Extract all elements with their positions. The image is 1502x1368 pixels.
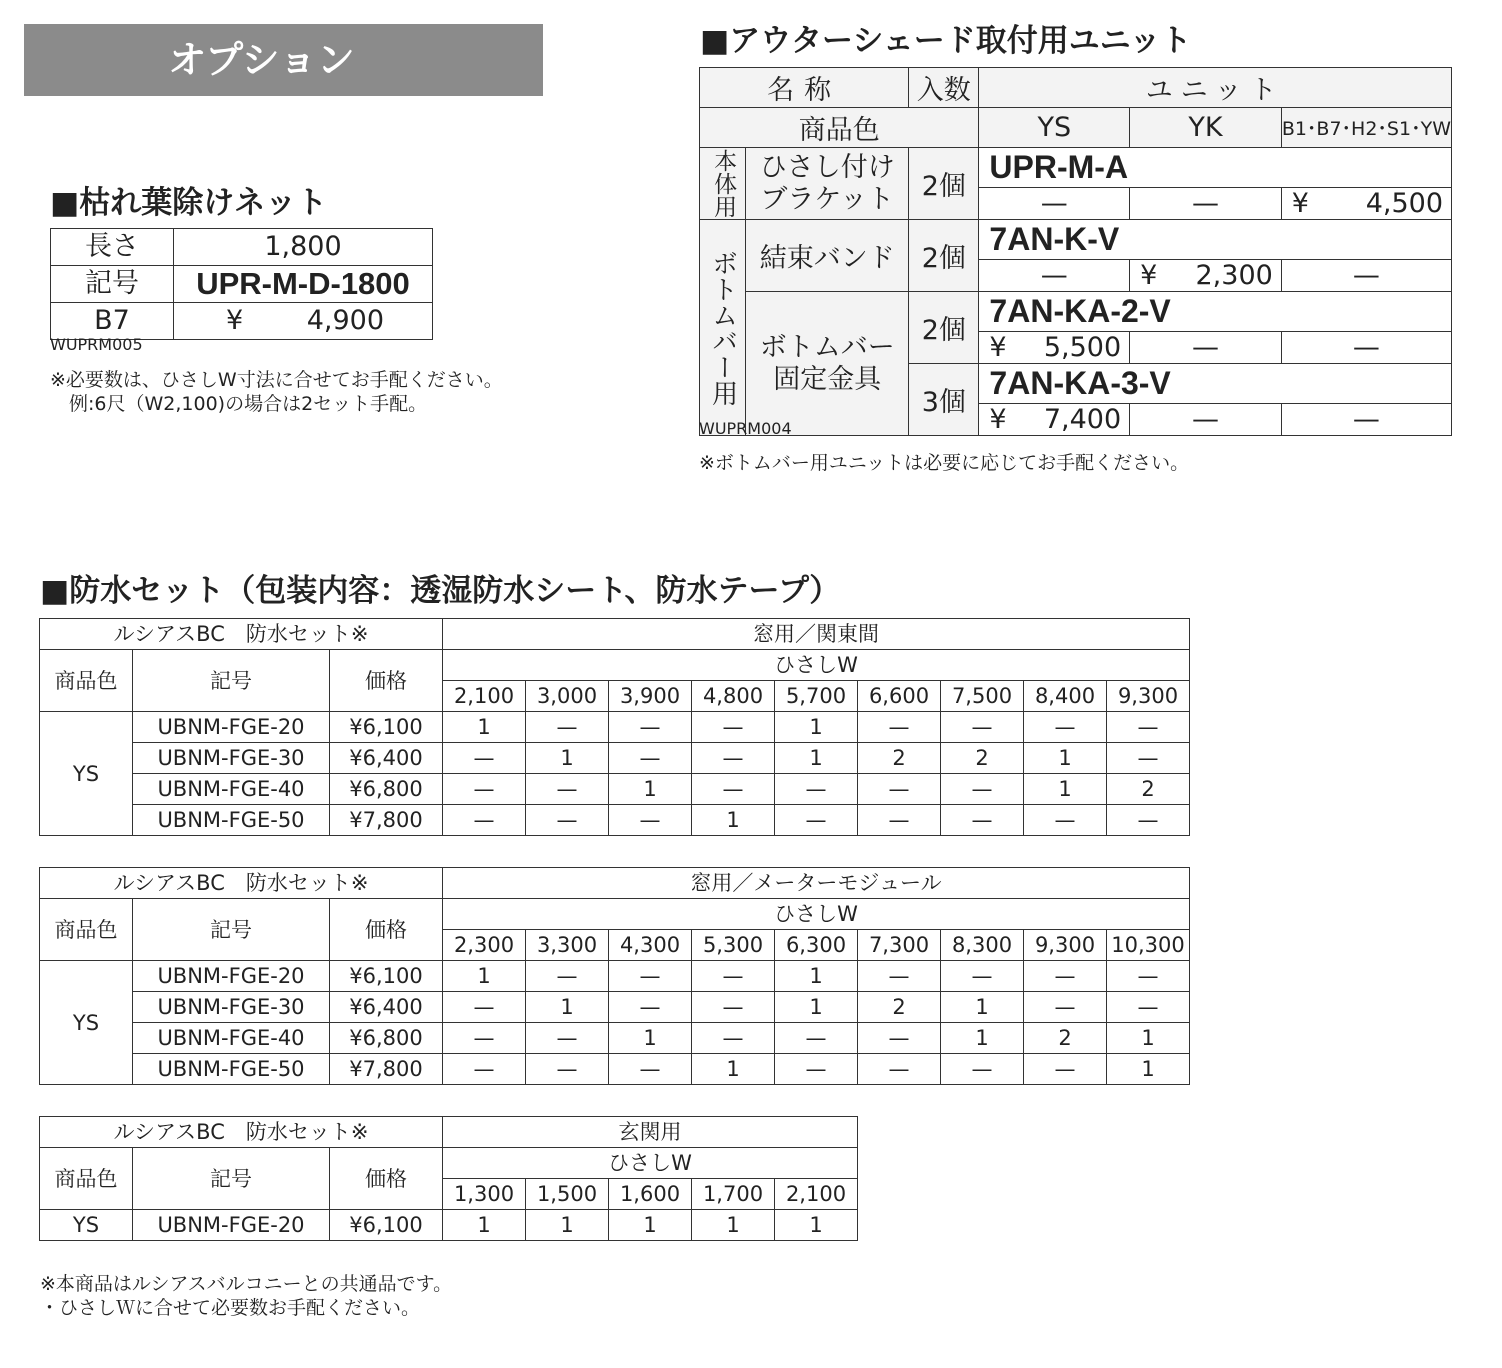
qty-cell: —	[692, 1023, 775, 1054]
qty-cell: 1	[775, 992, 858, 1023]
price-value: 2,300	[1195, 260, 1273, 291]
price-other: —	[1281, 332, 1451, 364]
header-other-colors: B1･B7･H2･S1･YW	[1281, 108, 1451, 148]
price-ys	[979, 404, 1130, 436]
group-bottom-label	[700, 220, 746, 436]
width-header: 10,300	[1107, 930, 1190, 961]
qty-cell: —	[858, 1023, 941, 1054]
item-code: 7AN-KA-2-V	[979, 292, 1452, 332]
table-row	[40, 1148, 858, 1179]
item-name-line: ひさし付け	[759, 151, 895, 183]
qty-cell: —	[1024, 992, 1107, 1023]
qty-cell: 2	[941, 743, 1024, 774]
row-color: YS	[40, 712, 133, 836]
qty-cell: 1	[941, 1023, 1024, 1054]
width-header: 2,300	[443, 930, 526, 961]
qty-cell: —	[526, 1054, 609, 1085]
table-row	[51, 229, 433, 266]
width-header: 2,100	[775, 1179, 858, 1210]
qty-cell: —	[1107, 961, 1190, 992]
qty-cell: 1	[775, 712, 858, 743]
qty-cell: 1	[692, 1210, 775, 1241]
item-code: 7AN-KA-3-V	[979, 364, 1452, 404]
item-name-line: ボトムバー	[759, 331, 895, 363]
width-header: 3,000	[526, 681, 609, 712]
qty-cell: 1	[775, 743, 858, 774]
yen-mark: ¥	[1140, 260, 1158, 291]
table-row	[40, 1117, 858, 1148]
header-code: 記号	[133, 650, 330, 712]
qty-cell: —	[526, 961, 609, 992]
width-header: 7,500	[941, 681, 1024, 712]
item-code: UPR-M-A	[979, 148, 1452, 188]
table-title: ルシアスBC 防水セット※	[40, 1117, 443, 1148]
width-header: 1,700	[692, 1179, 775, 1210]
width-header: 4,800	[692, 681, 775, 712]
table-row	[40, 961, 1190, 992]
yen-mark: ¥	[989, 404, 1007, 435]
table-row	[40, 619, 1190, 650]
qty-cell: —	[443, 743, 526, 774]
row-color: YS	[40, 961, 133, 1085]
qty-cell: —	[692, 743, 775, 774]
row-color: YS	[40, 1210, 133, 1241]
qty-cell: 1	[941, 992, 1024, 1023]
qty-cell: —	[692, 774, 775, 805]
qty-cell: —	[941, 1054, 1024, 1085]
group-main-label	[700, 148, 746, 220]
width-header: 5,300	[692, 930, 775, 961]
qty-cell: 1	[692, 805, 775, 836]
price-value: 4,500	[1365, 188, 1443, 219]
row-code: UBNM-FGE-20	[133, 1210, 330, 1241]
item-code: 7AN-K-V	[979, 220, 1452, 260]
qty-cell: —	[775, 1023, 858, 1054]
table-row	[40, 650, 1190, 681]
width-header: 9,300	[1024, 930, 1107, 961]
qty-cell: 1	[1107, 1023, 1190, 1054]
qty-cell: —	[1107, 805, 1190, 836]
table-row	[700, 148, 1452, 188]
header-color: 商品色	[40, 1148, 133, 1210]
qty-cell: 1	[609, 1210, 692, 1241]
qty-cell: —	[443, 805, 526, 836]
qty-cell: —	[1024, 712, 1107, 743]
width-header: 7,300	[858, 930, 941, 961]
qty-cell: —	[941, 774, 1024, 805]
qty-cell: —	[692, 712, 775, 743]
item-name	[746, 292, 909, 436]
row-price: ¥6,800	[330, 1023, 443, 1054]
table-row	[40, 774, 1190, 805]
width-header: 6,600	[858, 681, 941, 712]
qty-cell: 1	[609, 1023, 692, 1054]
yen-mark: ¥	[1291, 188, 1309, 219]
header-sub: ひさしW	[443, 899, 1190, 930]
price-yk: —	[1130, 332, 1282, 364]
qty-cell: 1	[526, 992, 609, 1023]
qty-cell: —	[609, 712, 692, 743]
qty-cell: 2	[1024, 1023, 1107, 1054]
unit-code: WUPRM004	[699, 419, 792, 438]
width-header: 5,700	[775, 681, 858, 712]
table-row	[40, 899, 1190, 930]
qty-cell: 2	[858, 992, 941, 1023]
waterproof-table-meter	[39, 867, 1190, 1085]
qty-cell: 1	[443, 1210, 526, 1241]
row-code: UBNM-FGE-30	[133, 992, 330, 1023]
net-label-color: B7	[51, 303, 174, 340]
qty-cell: 1	[526, 1210, 609, 1241]
net-label-length: 長さ	[51, 229, 174, 266]
qty-cell: 1	[692, 1054, 775, 1085]
qty-cell: —	[526, 805, 609, 836]
price-ys: —	[979, 188, 1130, 220]
row-code: UBNM-FGE-40	[133, 1023, 330, 1054]
row-price: ¥7,800	[330, 1054, 443, 1085]
row-code: UBNM-FGE-50	[133, 1054, 330, 1085]
banner-title: オプション	[168, 38, 355, 82]
width-header: 1,500	[526, 1179, 609, 1210]
table-row	[40, 805, 1190, 836]
table-row	[40, 743, 1190, 774]
yen-mark: ¥	[989, 332, 1007, 363]
header-color: 商品色	[40, 899, 133, 961]
row-code: UBNM-FGE-20	[133, 712, 330, 743]
header-price: 価格	[330, 650, 443, 712]
net-price: 4,900	[306, 305, 384, 336]
qty-cell: —	[858, 1054, 941, 1085]
row-price: ¥6,400	[330, 992, 443, 1023]
qty-cell: —	[526, 712, 609, 743]
width-header: 4,300	[609, 930, 692, 961]
price-value: 5,500	[1043, 332, 1122, 363]
header-code: 記号	[133, 1148, 330, 1210]
group-bottom: ボトムバー用	[707, 249, 738, 406]
table-row	[700, 292, 1452, 332]
row-code: UBNM-FGE-20	[133, 961, 330, 992]
header-name: 名称	[700, 68, 909, 108]
qty-cell: —	[1024, 961, 1107, 992]
row-price: ¥7,800	[330, 805, 443, 836]
qty-cell: 2	[858, 743, 941, 774]
net-heading: ■枯れ葉除けネット	[50, 185, 328, 221]
qty-cell: —	[1024, 1054, 1107, 1085]
table-category: 玄関用	[443, 1117, 858, 1148]
net-value-code: UPR-M-D-1800	[174, 266, 433, 303]
item-name-line: ブラケット	[760, 183, 895, 215]
header-unit: ユニット	[979, 68, 1452, 108]
row-code: UBNM-FGE-50	[133, 805, 330, 836]
price-ys	[979, 332, 1130, 364]
qty-cell: —	[692, 992, 775, 1023]
table-row	[700, 68, 1452, 108]
qty-cell: 1	[1024, 774, 1107, 805]
qty-cell: 1	[1024, 743, 1107, 774]
group-main: 本体用	[710, 149, 737, 218]
net-note-2: 例:6尺（W2,100)の場合は2セット手配。	[50, 393, 428, 415]
waterproof-table-entrance	[39, 1116, 858, 1241]
qty-cell: —	[775, 805, 858, 836]
qty-cell: —	[775, 1054, 858, 1085]
header-yk: YK	[1130, 108, 1282, 148]
row-price: ¥6,100	[330, 1210, 443, 1241]
waterproof-heading: ■防水セット（包装内容：透湿防水シート、防水テープ）	[40, 573, 841, 609]
waterproof-note-2: ・ひさしＷに合せて必要数お手配ください。	[40, 1297, 421, 1319]
qty-cell: —	[941, 712, 1024, 743]
width-header: 1,600	[609, 1179, 692, 1210]
table-row	[40, 992, 1190, 1023]
price-yk: —	[1130, 188, 1282, 220]
row-price: ¥6,100	[330, 961, 443, 992]
unit-heading: ■アウターシェード取付用ユニット	[700, 23, 1192, 59]
qty-cell: 1	[443, 961, 526, 992]
row-code: UBNM-FGE-30	[133, 743, 330, 774]
price-yk: —	[1130, 404, 1282, 436]
qty-cell: —	[443, 774, 526, 805]
width-header: 8,400	[1024, 681, 1107, 712]
price-ys: —	[979, 260, 1130, 292]
item-qty: 2個	[909, 220, 979, 292]
net-label-code: 記号	[51, 266, 174, 303]
net-price-cell	[174, 303, 433, 340]
qty-cell: —	[526, 774, 609, 805]
item-name	[746, 148, 909, 220]
table-title: ルシアスBC 防水セット※	[40, 868, 443, 899]
header-ys: YS	[979, 108, 1130, 148]
header-qty: 入数	[909, 68, 979, 108]
qty-cell: —	[1107, 743, 1190, 774]
table-row	[40, 712, 1190, 743]
table-category: 窓用／メーターモジュール	[443, 868, 1190, 899]
qty-cell: 2	[1107, 774, 1190, 805]
table-row	[40, 1023, 1190, 1054]
table-row	[51, 303, 433, 340]
qty-cell: —	[941, 961, 1024, 992]
width-header: 3,900	[609, 681, 692, 712]
row-price: ¥6,400	[330, 743, 443, 774]
page-banner	[24, 24, 543, 96]
qty-cell: —	[858, 712, 941, 743]
qty-cell: —	[609, 961, 692, 992]
qty-cell: —	[1107, 712, 1190, 743]
width-header: 1,300	[443, 1179, 526, 1210]
table-row	[40, 868, 1190, 899]
net-note-1: ※必要数は、ひさしW寸法に合せてお手配ください。	[50, 369, 503, 391]
header-sub: ひさしW	[443, 650, 1190, 681]
width-header: 3,300	[526, 930, 609, 961]
width-header: 2,100	[443, 681, 526, 712]
header-color: 商品色	[700, 108, 979, 148]
qty-cell: —	[1107, 992, 1190, 1023]
qty-cell: 1	[609, 774, 692, 805]
qty-cell: 1	[526, 743, 609, 774]
price-other	[1281, 188, 1451, 220]
qty-cell: —	[858, 805, 941, 836]
header-code: 記号	[133, 899, 330, 961]
unit-table	[699, 67, 1452, 436]
width-header: 9,300	[1107, 681, 1190, 712]
item-name-line: 固定金具	[773, 363, 882, 395]
header-price: 価格	[330, 899, 443, 961]
header-color: 商品色	[40, 650, 133, 712]
qty-cell: —	[609, 992, 692, 1023]
qty-cell: —	[443, 992, 526, 1023]
qty-cell: —	[941, 805, 1024, 836]
qty-cell: —	[858, 774, 941, 805]
net-table	[50, 228, 433, 340]
qty-cell: 1	[1107, 1054, 1190, 1085]
net-value-length: 1,800	[174, 229, 433, 266]
table-row	[51, 266, 433, 303]
net-code: WUPRM005	[50, 335, 143, 354]
table-title: ルシアスBC 防水セット※	[40, 619, 443, 650]
price-other: —	[1281, 260, 1451, 292]
row-price: ¥6,100	[330, 712, 443, 743]
header-sub: ひさしW	[443, 1148, 858, 1179]
qty-cell: 1	[443, 712, 526, 743]
row-code: UBNM-FGE-40	[133, 774, 330, 805]
qty-cell: 1	[775, 1210, 858, 1241]
qty-cell: —	[775, 774, 858, 805]
table-row	[700, 108, 1452, 148]
price-value: 7,400	[1043, 404, 1122, 435]
item-name: 結束バンド	[746, 220, 909, 292]
width-header: 6,300	[775, 930, 858, 961]
qty-cell: —	[526, 1023, 609, 1054]
unit-note: ※ボトムバー用ユニットは必要に応じてお手配ください。	[699, 452, 1190, 474]
table-category: 窓用／関東間	[443, 619, 1190, 650]
qty-cell: —	[609, 805, 692, 836]
table-row	[40, 1054, 1190, 1085]
item-qty: 3個	[909, 364, 979, 436]
qty-cell: —	[609, 743, 692, 774]
qty-cell: —	[443, 1023, 526, 1054]
item-qty: 2個	[909, 148, 979, 220]
qty-cell: —	[858, 961, 941, 992]
item-qty: 2個	[909, 292, 979, 364]
qty-cell: —	[443, 1054, 526, 1085]
width-header: 8,300	[941, 930, 1024, 961]
table-row	[700, 220, 1452, 260]
qty-cell: 1	[775, 961, 858, 992]
header-price: 価格	[330, 1148, 443, 1210]
waterproof-table-kanto	[39, 618, 1190, 836]
waterproof-note-1: ※本商品はルシアスバルコニーとの共通品です。	[40, 1273, 453, 1295]
yen-mark: ¥	[226, 305, 244, 336]
qty-cell: —	[692, 961, 775, 992]
qty-cell: —	[1024, 805, 1107, 836]
price-yk	[1130, 260, 1282, 292]
row-price: ¥6,800	[330, 774, 443, 805]
qty-cell: —	[609, 1054, 692, 1085]
price-other: —	[1281, 404, 1451, 436]
table-row	[40, 1210, 858, 1241]
